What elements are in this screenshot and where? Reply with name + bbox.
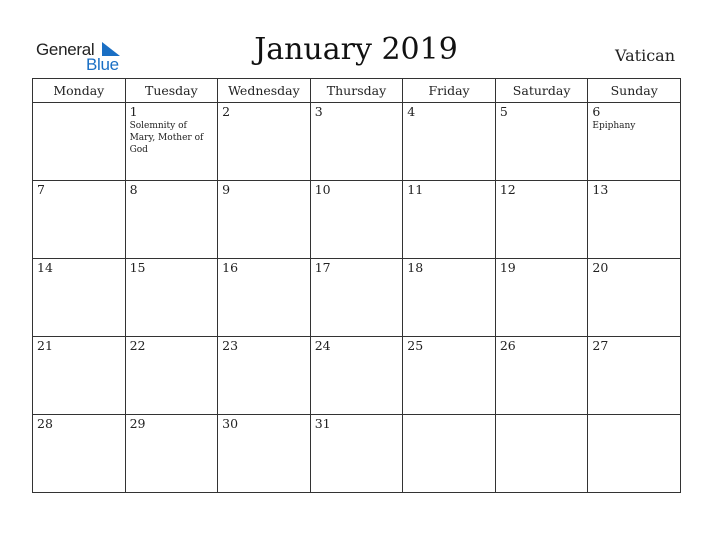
day-cell [495,259,588,337]
day-cell [33,181,126,259]
day-cell [495,415,588,493]
day-cell [588,181,681,259]
day-cell [588,259,681,337]
day-cell-content [126,259,218,336]
day-cell [33,415,126,493]
day-cell-content [403,415,495,492]
week-row [33,259,681,337]
day-number: 6 [592,104,601,119]
day-cell-content [311,181,403,258]
day-number: 4 [407,104,416,119]
day-cell [33,103,126,181]
day-cell [403,181,496,259]
day-cell [218,181,311,259]
day-cell-content [588,337,680,414]
day-cell [125,337,218,415]
day-number: 14 [37,260,53,275]
day-cell [310,103,403,181]
weekday-header: Monday [33,79,126,103]
day-cell [403,259,496,337]
day-number: 3 [314,104,323,119]
day-cell-content [218,259,310,336]
weekday-header: Sunday [588,79,681,103]
holiday-label: Solemnity of Mary, Mother of God [129,121,204,155]
day-number: 19 [499,260,516,275]
day-number: 17 [314,260,331,275]
day-cell [218,415,311,493]
day-number: 8 [129,182,138,197]
day-cell [310,181,403,259]
week-row [33,181,681,259]
page-title: January 2019 [254,32,458,67]
day-cell-content [33,103,125,180]
region-label: Vatican [615,46,675,65]
day-number: 15 [129,260,146,275]
day-cell-content [403,103,495,180]
day-number: 29 [129,416,146,431]
day-cell-content [218,337,310,414]
day-cell [218,337,311,415]
calendar-grid [32,78,681,493]
day-number: 26 [499,338,516,353]
day-cell-content [33,337,125,414]
day-cell-content [403,259,495,336]
day-number: 25 [407,338,424,353]
weekday-header-row [33,79,681,103]
day-number: 13 [592,182,609,197]
logo-text-general: General [36,40,95,59]
day-cell [218,259,311,337]
day-cell-content [496,415,588,492]
weekday-header: Saturday [495,79,588,103]
weekday-header: Friday [403,79,496,103]
day-number: 31 [314,416,331,431]
day-number: 1 [129,104,138,119]
day-cell-content [403,181,495,258]
day-cell [218,103,311,181]
day-cell [403,415,496,493]
day-number: 27 [592,338,609,353]
day-cell [125,103,218,181]
weekday-header: Tuesday [125,79,218,103]
day-cell [495,103,588,181]
day-cell [403,103,496,181]
day-cell-content [311,103,403,180]
day-cell [125,181,218,259]
logo-text-blue: Blue [86,55,119,74]
day-cell-content [311,337,403,414]
week-row [33,103,681,181]
day-number: 18 [407,260,424,275]
day-cell-content [588,103,680,180]
day-cell-content [496,337,588,414]
day-number: 5 [499,104,508,119]
day-number: 10 [314,182,331,197]
day-cell-content [33,259,125,336]
day-cell [495,337,588,415]
day-cell-content [311,259,403,336]
day-cell-content [218,181,310,258]
day-cell-content [218,415,310,492]
day-cell [588,337,681,415]
day-number: 20 [592,260,609,275]
day-cell [310,259,403,337]
day-cell [310,415,403,493]
day-cell-content [218,103,310,180]
day-cell [125,259,218,337]
day-cell-content [496,181,588,258]
day-cell-content [126,415,218,492]
day-cell-content [33,415,125,492]
day-number: 12 [499,182,516,197]
week-row [33,337,681,415]
day-cell-content [496,103,588,180]
day-cell-content [126,181,218,258]
weekday-header: Thursday [310,79,403,103]
day-number: 11 [407,182,424,197]
day-cell-content [311,415,403,492]
day-cell-content [588,415,680,492]
day-cell-content [126,103,218,180]
day-cell [588,415,681,493]
day-number: 16 [222,260,239,275]
day-number: 28 [37,416,53,431]
holiday-label: Epiphany [592,121,636,131]
day-number: 22 [129,338,146,353]
calendar-body [33,103,681,493]
day-number: 2 [222,104,231,119]
day-cell-content [126,337,218,414]
day-number: 23 [222,338,239,353]
day-cell [495,181,588,259]
day-cell-content [588,181,680,258]
day-cell-content [496,259,588,336]
day-cell-content [588,259,680,336]
day-cell-content [403,337,495,414]
day-number: 9 [222,182,231,197]
day-cell [33,337,126,415]
day-cell [310,337,403,415]
day-number: 21 [37,338,53,353]
day-cell [125,415,218,493]
week-row [33,415,681,493]
day-number: 30 [222,416,239,431]
day-number: 7 [37,182,45,197]
day-cell [588,103,681,181]
day-cell-content [33,181,125,258]
weekday-header: Wednesday [218,79,311,103]
day-cell [403,337,496,415]
day-number: 24 [314,338,331,353]
day-cell [33,259,126,337]
